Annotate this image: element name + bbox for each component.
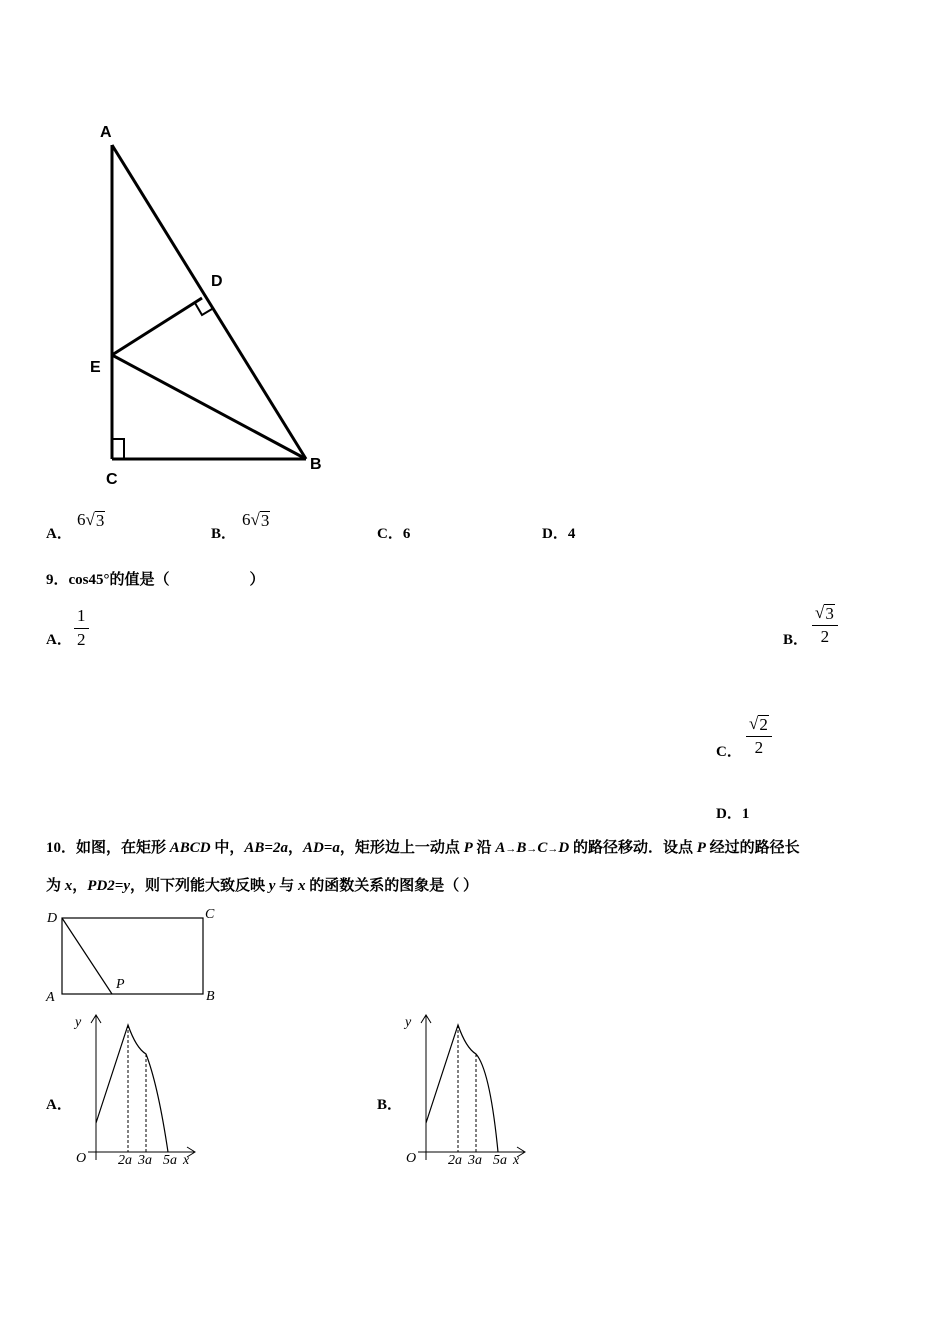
q9-option-d-value: 1 [741, 806, 750, 822]
label-c: C [205, 907, 215, 922]
segment-ed [112, 298, 202, 355]
tick-5a: 5a [163, 1153, 177, 1168]
q10-option-a-letter: A． [46, 1097, 72, 1113]
q10-stem-line2: 为 x，PD2=y，则下列能大致反映 y 与 x 的函数关系的图象是（ ） [46, 878, 478, 894]
q9-stem: 9．cos45°的值是（ ） [46, 572, 265, 588]
q9-option-c[interactable] [716, 740, 742, 761]
q10-option-b[interactable] [377, 1093, 402, 1114]
tick-2a: 2a [118, 1153, 132, 1168]
right-angle-c [112, 439, 124, 459]
label-p: P [116, 977, 125, 992]
q9-option-d-letter: D． [716, 806, 742, 822]
q8-option-a-value: 6 √ 3 [77, 510, 105, 530]
q9-option-a-letter: A． [46, 632, 72, 648]
q8-option-a-letter: A． [46, 526, 72, 542]
rectangle-abcd [62, 918, 203, 994]
tick-3a: 3a [138, 1153, 152, 1168]
q8-option-c-letter: C． [377, 526, 403, 542]
y-label: y [75, 1015, 82, 1030]
q9-option-b[interactable] [783, 628, 808, 649]
segment-eb [112, 355, 306, 459]
segment-pd [62, 918, 112, 994]
segment-ab [112, 145, 306, 459]
q8-option-a[interactable] [46, 522, 72, 543]
label-a: A [100, 124, 112, 141]
q8-option-c-value: 6 [402, 526, 411, 542]
tick-5a: 5a [493, 1153, 507, 1168]
label-b: B [206, 989, 215, 1004]
q9-option-b-value: √ 3 2 [812, 603, 838, 647]
q10-graph-b [400, 1010, 535, 1170]
q9-option-d[interactable] [716, 802, 749, 823]
origin-label: O [406, 1151, 417, 1166]
q10-option-b-letter: B． [377, 1097, 403, 1113]
label-d: D [211, 273, 223, 290]
rectangle-figure [40, 903, 230, 1008]
tick-2a: 2a [448, 1153, 462, 1168]
q8-option-c[interactable] [377, 522, 410, 543]
y-label: y [405, 1015, 412, 1030]
x-label: x [513, 1153, 520, 1168]
q8-option-b-value: 6 √ 3 [242, 510, 270, 530]
q8-option-d[interactable] [542, 522, 575, 543]
x-label: x [183, 1153, 190, 1168]
q8-option-b[interactable] [211, 522, 236, 543]
q9-option-a[interactable] [46, 628, 72, 649]
tick-3a: 3a [468, 1153, 482, 1168]
q10-graph-a [70, 1010, 205, 1170]
curve [96, 1025, 168, 1152]
q8-option-b-letter: B． [211, 526, 237, 542]
label-d: D [47, 911, 58, 926]
q8-option-d-letter: D． [542, 526, 568, 542]
curve [426, 1025, 498, 1152]
q9-option-c-value: √ 2 2 [746, 714, 772, 758]
q10-stem-line1: 10．如图，在矩形 ABCD 中，AB=2a，AD=a，矩形边上一动点 P 沿 A→B→C→D 的路径移动．设点 P 经过的路径长 [46, 840, 800, 856]
triangle-figure [80, 120, 340, 500]
q9-option-a-value: $\frac{1}{2}$ [74, 606, 89, 650]
q9-option-c-letter: C． [716, 744, 742, 760]
q10-option-a[interactable] [46, 1093, 72, 1114]
origin-label: O [76, 1151, 87, 1166]
label-a: A [46, 990, 55, 1005]
label-c: C [106, 471, 118, 488]
q8-option-d-value: 4 [567, 526, 576, 542]
q9-option-b-letter: B． [783, 632, 809, 648]
label-e: E [90, 359, 101, 376]
label-b: B [310, 456, 322, 473]
